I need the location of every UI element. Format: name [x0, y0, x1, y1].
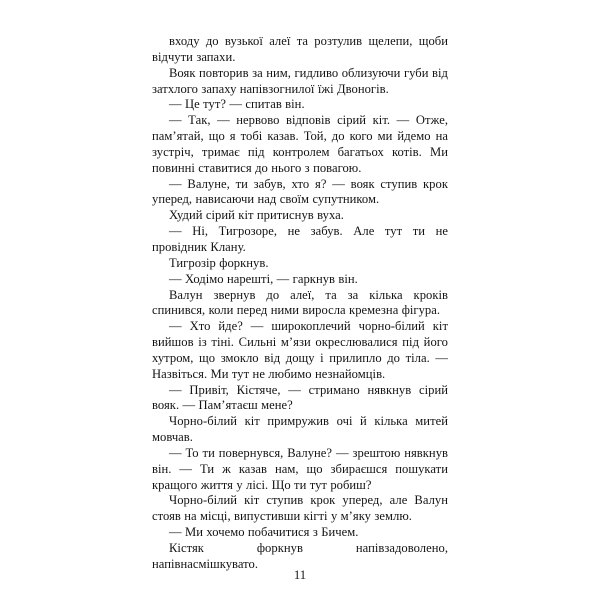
paragraph: Кістяк форкнув напівзадоволено, напівнасмішкувато.: [152, 541, 448, 571]
paragraph: Худий сірий кіт притиснув вуха.: [169, 208, 344, 223]
paragraph: Тигрозір форкнув.: [169, 255, 269, 270]
paragraph: Вояк повторив за ним, гидливо облизуючи губи від затхлого запаху напівзогнилої їжі Двоногів.: [152, 65, 448, 96]
paragraph: — Валуне, ти забув, хто я? — вояк ступив крок уперед, нависаючи над своїм супутником.: [152, 176, 448, 207]
paragraph: — Ходімо нарешті, — гаркнув він.: [169, 271, 358, 286]
paragraph: входу до вузької алеї та розтулив щелепи, щоби відчути запахи.: [152, 34, 448, 64]
page-number: 11: [293, 568, 307, 582]
paragraph: — То ти повернувся, Валуне? — зрештою нявкнув він. — Ти ж казав нам, що збираєшся пошукати кращого життя у лісі. Що ти тут робиш?: [152, 445, 448, 492]
paragraph: Чорно-білий кіт ступив крок уперед, але Валун стояв на місці, випустивши кігті у м’яку землю.: [152, 493, 448, 524]
paragraph: Чорно-білий кіт примружив очі й кілька митей мовчав.: [152, 414, 448, 445]
paragraph: — Так, — нервово відповів сірий кіт. — Отже, пам’ятай, що я тобі казав. Той, до кого ми йдемо на зустріч, тримає під контролем багатьох котів. Ми повинні ставитися до нього з повагою.: [152, 113, 448, 175]
paragraph: — Ні, Тигрозоре, не забув. Але тут ти не провідник Клану.: [152, 224, 448, 254]
paragraph: — Хто йде? — широкоплечий чорно-білий кіт вийшов із тіні. Сильні м’язи окреслювалися під його хутром, що змокло від дощу і прилипло до тіла. — Назвіться. Ми тут не любимо незнайомців.: [152, 319, 448, 381]
paragraph: Валун звернув до алеї, та за кілька кроків спинився, коли перед ними виросла кремезна фігура.: [152, 287, 448, 318]
paragraph: — Привіт, Кістяче, — стримано нявкнув сірий вояк. — Пам’ятаєш мене?: [152, 382, 448, 413]
page-text-block: [152, 34, 448, 573]
paragraph: — Це тут? — спитав він.: [169, 97, 305, 112]
paragraph: — Ми хочемо побачитися з Бичем.: [169, 525, 359, 540]
